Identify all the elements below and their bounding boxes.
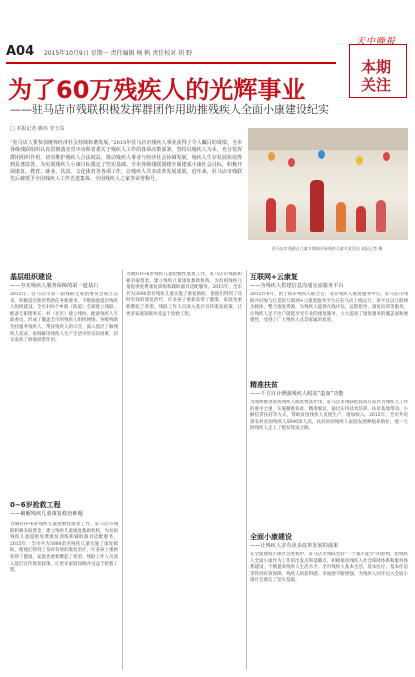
column-label-line-2: 关注: [360, 76, 391, 94]
section-subtitle: ——夯实残疾人服务保障的第一道基石: [10, 283, 99, 289]
column-label: [352, 58, 400, 94]
figure-shape: [266, 198, 276, 232]
section-subtitle: ——千方百计增强残疾人脱贫“造血”功能: [250, 391, 344, 397]
section-title: 互联网+云康复: [250, 273, 298, 281]
logo-text: 天中晚报: [355, 37, 396, 47]
date-line: 2015年10月9日 星期一 责任编辑 杨 帆 责任校对 胡 野: [44, 50, 193, 57]
intro-paragraph: “驻马店人要参加统筹经济社会持续和谐发展。”2015年驻马店市残疾人事业获得了令人瞩目的成绩。全市各级残联组织认真贯彻落实党中央和省委关于残疾人工作的各项决策部署，坚持以残疾人为本，充分发挥群团组织作用，切实维护残疾人合法权益，推动残疾人事业与经济社会协调发展，残疾人生存发展状况得到显著改善，为实现残疾人小康目标奠定了坚实基础。全市各级残联围绕全面建成小康社会目标，积极开展康复、教育、就业、扶贫、文化体育等各项工作，让残疾人共享改革发展成果。近年来，驻马店市残联先后被授予全国残疾人工作先进集体、全国残疾人之家等荣誉称号。: [10, 140, 242, 183]
figure-shape: [336, 202, 346, 232]
balloon-shape: [356, 156, 363, 165]
section-subtitle: ——为残疾人搭建信息沟通交流服务平台: [250, 283, 344, 289]
news-photo: [248, 128, 408, 240]
headline: 为了60万残疾人的光辉事业: [8, 76, 306, 104]
section-body: 2015年4月，由上海市残疾人联合会、北京残疾人康复服务中心、驻马店市残联共同参与打造的互联网+云康复服务平台在驻马店上线运行。该平台以互联网为载体，整合康复资源，为残疾人提供在线评估、远程指导、康复培训等服务，让残疾人足不出户就能享受专业的康复服务，大大提高了康复服务的覆盖面和便捷性，受到了广大残疾人及其家属的欢迎。: [250, 292, 408, 324]
section-title: 0~6岁抢救工程: [10, 501, 61, 509]
section-body: 2015年，驻马店市第一届残联主席团委员会成立以来，积极适应新形势新任务新要求，不断加强基层残疾人组织建设。全市193个乡镇（街道）全部建立残联，配备专职理事长，村（社区）建立残协，配备残疾人专职委员，形成了覆盖全市的残疾人组织网络。各级残联坚持服务残疾人、帮扶残疾人的宗旨，深入基层了解残疾人需求，协调解决残疾人生产生活中的实际困难，切实发挥了桥梁纽带作用。: [10, 292, 118, 344]
figure-shape: [376, 200, 386, 232]
section-subtitle: ——让残疾人享有更多改革发展的成果: [250, 543, 339, 549]
column-label-line-1: 本期: [360, 58, 391, 76]
balloon-shape: [383, 152, 390, 161]
photo-caption: 驻马店市残联在儿童节期间开展残疾儿童关爱活动 本报记者 摄: [271, 246, 383, 251]
section-body: 为做好0~6岁残疾儿童抢救性康复工作，驻马店市残联积极争取资金，建立残疾儿童康复救助机构，为贫困残疾儿童提供免费康复训练和辅助器具适配服务。2015年，全市共为3000余名残疾儿童实施了康复救助，使他们得到了及时有效的康复治疗，许多孩子重新获得了健康，家庭也重新燃起了希望。残联工作人员深入基层宣传康复政策，让更多家庭知晓并受益于抢救工程。: [10, 522, 118, 574]
section-body: 为加快推进贫困残疾人脱贫致富步伐，驻马店市残联把扶贫开发作为残疾人工作的重中之重，实施精准扶贫、精准脱贫，通过实用技术培训、扶贫基地带动、小额信贷扶持等方式，帮助贫困残疾人发展生产、增加收入。2015年，全市共培训农村贫困残疾人5000余人次，扶持贫困残疾人家庭发展种植养殖业，使一大批残疾人走上了脱贫致富之路。: [250, 400, 408, 432]
balloon-shape: [318, 150, 325, 159]
section-body: 在全面建成小康社会进程中，驻马店市残联坚持“一个都不能少”的原则，把残疾人全面小康作为工作的出发点和落脚点，积极推动残疾人社会保障体系和服务体系建设，不断提高残疾人生活水平。全市残疾人基本生活、基本医疗、基本住房等得到有效保障，残疾人的获得感、幸福感不断增强，为残疾人同步迈入全面小康社会奠定了坚实基础。: [250, 552, 408, 584]
byline: □ 本报记者 姚伟 李玉东: [10, 126, 65, 132]
section-subtitle: ——破解残疾儿童康复救治难题: [10, 511, 83, 517]
page-number: A04: [6, 44, 35, 59]
column-divider: [246, 270, 247, 670]
section-body-continued: 为做好0~6岁残疾儿童抢救性康复工作，驻马店市残联积极争取资金，建立残疾儿童康复救助机构，为贫困残疾儿童提供免费康复训练和辅助器具适配服务。2015年，全市共为3000余名残疾儿童实施了康复救助，使他们得到了及时有效的康复治疗，许多孩子重新获得了健康，家庭也重新燃起了希望。残联工作人员深入基层宣传康复政策，让更多家庭知晓并受益于抢救工程。: [126, 272, 242, 317]
subheadline: ——驻马店市残联积极发挥群团作用助推残疾人全面小康建设纪实: [10, 103, 329, 116]
balloon-shape: [268, 152, 275, 161]
column-divider: [122, 270, 123, 670]
header-rule: [6, 62, 336, 64]
section-title: 基层组织建设: [10, 273, 52, 281]
section-title: 全面小康建设: [250, 533, 292, 541]
figure-shape: [356, 206, 366, 232]
section-title: 精准扶贫: [250, 381, 278, 389]
figure-shape: [286, 204, 296, 232]
photo-ceiling: [248, 128, 408, 150]
balloon-shape: [288, 158, 295, 167]
figure-shape: [310, 180, 324, 232]
